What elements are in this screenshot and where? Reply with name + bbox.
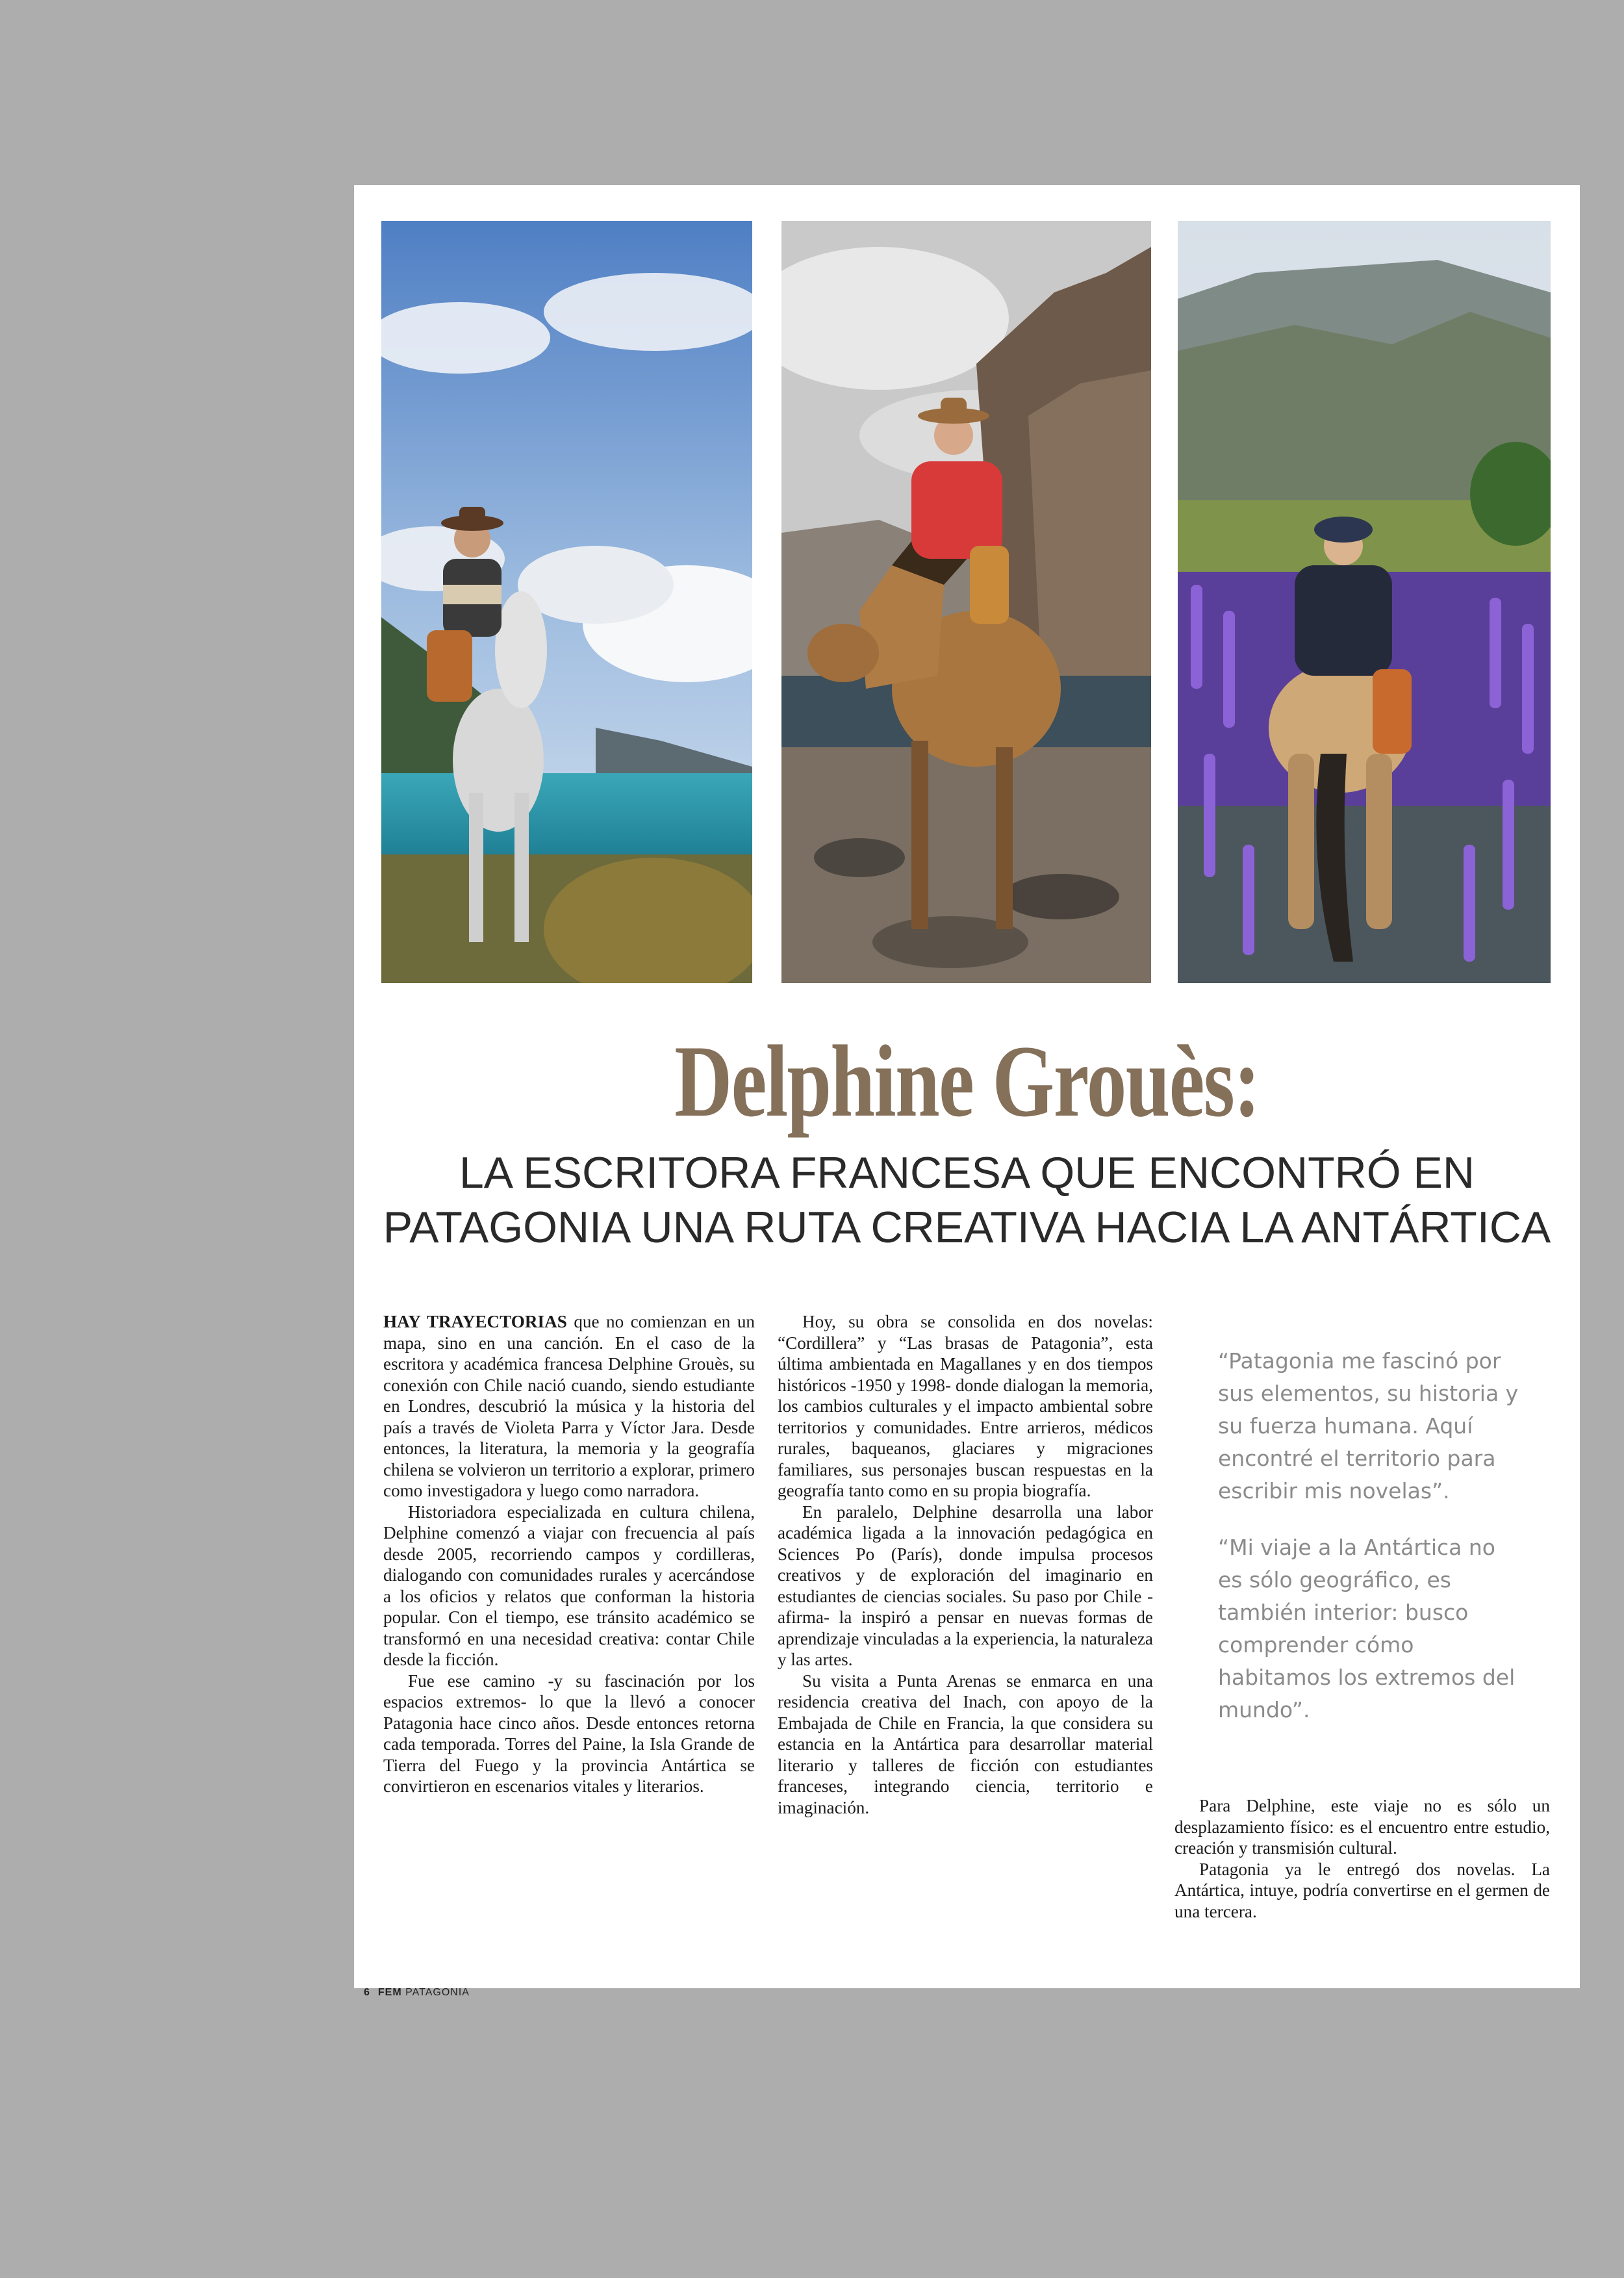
pull-quote-1: “Patagonia me fascinó por sus elementos, su historia y su fuerza humana. Aquí encontré el territorio para escribir mis novelas”. bbox=[1218, 1348, 1519, 1504]
headline: Delphine Grouès: bbox=[674, 1025, 1260, 1138]
body-column-3 bbox=[1174, 1795, 1550, 1922]
body-column-2 bbox=[778, 1311, 1153, 1818]
subheadline-line-1: LA ESCRITORA FRANCESA QUE ENCONTRÓ EN bbox=[459, 1148, 1475, 1197]
subheadline-line-2: PATAGONIA UNA RUTA CREATIVA HACIA LA ANTÁRTICA bbox=[383, 1203, 1551, 1252]
body-paragraph: Patagonia ya le entregó dos novelas. La Antártica, intuye, podría convertirse en el germen de una tercera. bbox=[1174, 1859, 1550, 1921]
pull-quote-2: “Mi viaje a la Antártica no es sólo geográfico, es también interior: busco comprender cómo habitamos los extremos del mundo”. bbox=[1218, 1535, 1516, 1722]
lead-in: HAY TRAYECTORIAS bbox=[383, 1312, 567, 1331]
body-paragraph: Su visita a Punta Arenas se enmarca en una residencia creativa del Inach, con apoyo de la Embajada de Chile en Francia, la que considera su estancia en la Antártica para desarrollar material literario y talleres de ficción con estudiantes franceses, integrando ciencia, territorio e imaginación. bbox=[778, 1670, 1153, 1817]
page-folio bbox=[364, 1987, 470, 1999]
body-paragraph bbox=[383, 1311, 755, 1502]
body-column-1 bbox=[383, 1311, 755, 1797]
rider-bay-horse-mountain-photo bbox=[781, 221, 1151, 983]
body-paragraph: Hoy, su obra se consolida en dos novelas: “Cordillera” y “Las brasas de Patagonia”, esta última ambientada en Magallanes y en dos tiempos históricos -1950 y 1998- donde dialogan la memoria, los cambios culturales y el impacto ambiental sobre territorios y comunidades. Entre arrieros, médicos rurales, baqueanos, glaciares y migraciones familiares, sus personajes buscan respuestas en la geografía tanto como en su propia biografía. bbox=[778, 1312, 1153, 1500]
rider-white-horse-lake-photo bbox=[381, 221, 752, 983]
page-number: 6 bbox=[364, 1987, 370, 1998]
body-paragraph: En paralelo, Delphine desarrolla una labor académica ligada a la innovación pedagógica en Sciences Po (París), donde impulsa procesos creativos y de exploración del imaginario en estudiantes de ciencias sociales. Su paso por Chile -afirma- la inspiró a pensar en nuevas formas de aprendizaje vinculadas a la experiencia, la naturaleza y las artes. bbox=[778, 1502, 1153, 1669]
rider-lupine-field-photo bbox=[1178, 221, 1551, 983]
photo-rider-bay-horse bbox=[781, 221, 1151, 983]
subheadline bbox=[354, 1145, 1580, 1255]
paragraph-text: que no comienzan en un mapa, sino en una canción. En el caso de la escritora y académica francesa Delphine Grouès, su conexión con Chile nació cuando, siendo estudiante en Londres, descubrió la música y la historia del país a través de Violeta Parra y Víctor Jara. Desde entonces, la literatura, la memoria y la geografía chilena se volvieron un territorio a explorar, primero como investigadora y luego como narradora. bbox=[383, 1312, 755, 1500]
photo-rider-white-horse bbox=[381, 221, 752, 983]
magazine-section: PATAGONIA bbox=[405, 1987, 470, 1998]
magazine-brand: FEM bbox=[377, 1987, 402, 1998]
body-paragraph: Fue ese camino -y su fascinación por los espacios extremos- lo que la llevó a conocer Patagonia hace cinco años. Desde entonces retorna cada temporada. Torres del Paine, la Isla Grande de Tierra del Fuego y la provincia Antártica se convirtieron en escenarios vitales y literarios. bbox=[383, 1670, 755, 1796]
magazine-page bbox=[354, 185, 1580, 1988]
photo-rider-lupine-field bbox=[1178, 221, 1551, 983]
body-paragraph: Para Delphine, este viaje no es sólo un desplazamiento físico: es el encuentro entre estudio, creación y transmisión cultural. bbox=[1174, 1796, 1550, 1858]
body-paragraph: Historiadora especializada en cultura chilena, Delphine comenzó a viajar con frecuencia al país desde 2005, recorriendo campos y cordilleras, dialogando con comunidades rurales y acercándose a los oficios y relatos que conforman la historia popular. Con el tiempo, ese tránsito académico se transformó en una necesidad creativa: contar Chile desde la ficción. bbox=[383, 1502, 755, 1669]
